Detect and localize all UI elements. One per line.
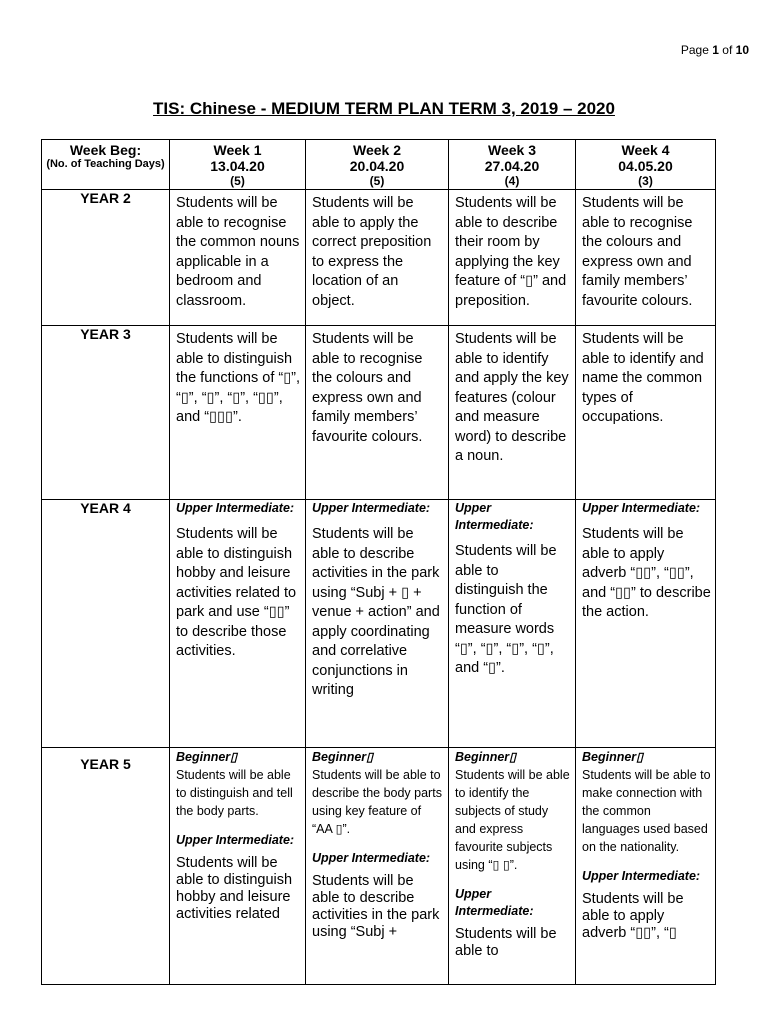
week-4-cell: Upper Intermediate: Students will be able to apply adverb “▯▯”, “▯▯”, and “▯▯” to describe the action. bbox=[576, 500, 716, 748]
year-label: YEAR 5 bbox=[42, 748, 170, 985]
beginner-objective: Students will be able to describe the body parts using key feature of “AA ▯”. bbox=[312, 768, 442, 836]
week-beg-header: Week Beg: (No. of Teaching Days) bbox=[42, 140, 170, 190]
beginner-objective: Students will be able to make connection with the common languages used based on the nationality. bbox=[582, 768, 711, 854]
upper-objective: Students will be able to bbox=[455, 926, 557, 959]
week-4-header: Week 4 04.05.20 (3) bbox=[576, 140, 716, 190]
level-label: Beginner▯ bbox=[582, 750, 644, 764]
year-4-row bbox=[42, 500, 716, 748]
week-3-header: Week 3 27.04.20 (4) bbox=[449, 140, 576, 190]
week-2-cell bbox=[306, 748, 449, 985]
week-2-cell: Students will be able to apply the correct preposition to express the location of an object. bbox=[306, 190, 449, 326]
week-2-cell: Students will be able to recognise the colours and express own and family members’ favourite colours. bbox=[306, 326, 449, 500]
week-3-cell: Students will be able to identify and apply the key features (colour and measure word) to describe a noun. bbox=[449, 326, 576, 500]
year-label: YEAR 3 bbox=[42, 326, 170, 500]
week-3-cell bbox=[449, 748, 576, 985]
level-label: Beginner▯ bbox=[455, 750, 517, 764]
level-label: Upper Intermediate: bbox=[582, 501, 701, 515]
level-label: Beginner▯ bbox=[312, 750, 374, 764]
document-title: TIS: Chinese - MEDIUM TERM PLAN TERM 3, 2019 – 2020 bbox=[153, 99, 615, 118]
year-label: YEAR 2 bbox=[42, 190, 170, 326]
week-4-cell: Students will be able to recognise the colours and express own and family members’ favourite colours. bbox=[576, 190, 716, 326]
level-label: Upper Intermediate: bbox=[176, 501, 295, 515]
level-label: Upper Intermediate: bbox=[455, 887, 534, 918]
term-plan-table bbox=[41, 139, 716, 985]
week-1-cell: Students will be able to recognise the common nouns applicable in a bedroom and classroom. bbox=[170, 190, 306, 326]
week-1-cell: Students will be able to distinguish the functions of “▯”, “▯”, “▯”, “▯”, “▯▯”, and “▯▯▯”. bbox=[170, 326, 306, 500]
level-label: Beginner▯ bbox=[176, 750, 238, 764]
header-row bbox=[42, 140, 716, 190]
week-3-cell: Students will be able to describe their room by applying the key feature of “▯” and preposition. bbox=[449, 190, 576, 326]
level-label: Upper Intermediate: bbox=[312, 851, 431, 865]
beginner-objective: Students will be able to distinguish and tell the body parts. bbox=[176, 768, 293, 818]
week-2-header: Week 2 20.04.20 (5) bbox=[306, 140, 449, 190]
week-4-cell: Students will be able to identify and name the common types of occupations. bbox=[576, 326, 716, 500]
week-1-cell bbox=[170, 748, 306, 985]
week-1-cell: Upper Intermediate: Students will be able to distinguish hobby and leisure activities related to park and use “▯▯” to describe those activities. bbox=[170, 500, 306, 748]
beginner-objective: Students will be able to identify the subjects of study and express favourite subjects using “▯ ▯”. bbox=[455, 768, 570, 872]
level-label: Upper Intermediate: bbox=[582, 869, 701, 883]
week-1-header: Week 1 13.04.20 (5) bbox=[170, 140, 306, 190]
level-label: Upper Intermediate: bbox=[312, 501, 431, 515]
week-4-cell bbox=[576, 748, 716, 985]
week-2-cell: Upper Intermediate: Students will be able to describe activities in the park using “Subj + ▯ + venue + action” and apply coordinating and correlative conjunctions in writing bbox=[306, 500, 449, 748]
year-5-row bbox=[42, 748, 716, 985]
week-3-cell: Upper Intermediate: Students will be able to distinguish the function of measure words “▯”, “▯”, “▯”, “▯”, and “▯”. bbox=[449, 500, 576, 748]
year-label: YEAR 4 bbox=[42, 500, 170, 748]
level-label: Upper Intermediate: bbox=[455, 501, 534, 532]
upper-objective: Students will be able to distinguish hobby and leisure activities related bbox=[176, 855, 293, 922]
teaching-days-note: (No. of Teaching Days) bbox=[46, 158, 165, 170]
upper-objective: Students will be able to apply adverb “▯▯”, “▯ bbox=[582, 891, 684, 941]
upper-objective: Students will be able to describe activities in the park using “Subj + bbox=[312, 873, 440, 940]
level-label: Upper Intermediate: bbox=[176, 833, 295, 847]
page-number: Page 1 of 10 bbox=[680, 43, 749, 57]
year-2-row bbox=[42, 190, 716, 326]
year-3-row bbox=[42, 326, 716, 500]
